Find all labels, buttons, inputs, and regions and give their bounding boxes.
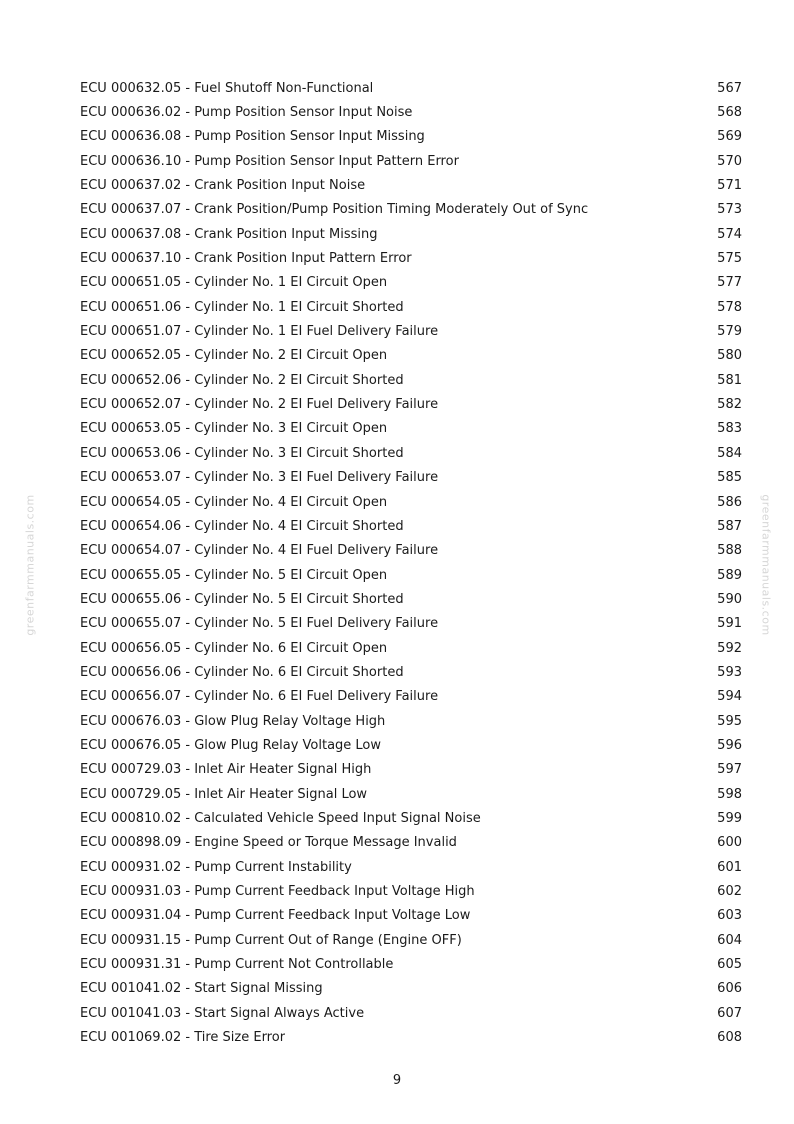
toc-entry-page: 597 (717, 762, 742, 778)
toc-entry-page: 607 (717, 1005, 742, 1021)
toc-entry[interactable] (80, 271, 742, 295)
toc-entry-page: 608 (717, 1030, 742, 1046)
toc-entry-page: 569 (717, 129, 742, 145)
toc-entry-page: 581 (717, 372, 742, 388)
toc-entry-title: ECU 000654.05 - Cylinder No. 4 EI Circuit Open (80, 494, 388, 510)
toc-entry-page: 571 (717, 178, 742, 194)
toc-entry-page: 573 (717, 202, 742, 218)
toc-entry[interactable] (80, 246, 742, 270)
toc-entry-title: ECU 000651.05 - Cylinder No. 1 EI Circuit Open (80, 275, 388, 291)
toc-entry-title: ECU 000632.05 - Fuel Shutoff Non-Functional (80, 80, 374, 96)
toc-entry[interactable] (80, 173, 742, 197)
toc-entry-title: ECU 000676.05 - Glow Plug Relay Voltage Low (80, 737, 382, 753)
toc-entry-page: 603 (717, 908, 742, 924)
toc-entry[interactable] (80, 806, 742, 830)
toc-entry-title: ECU 000652.05 - Cylinder No. 2 EI Circuit Open (80, 348, 388, 364)
toc-entry-title: ECU 000636.02 - Pump Position Sensor Input Noise (80, 105, 413, 121)
toc-entry[interactable] (80, 636, 742, 660)
toc-entry[interactable] (80, 344, 742, 368)
toc-entry-page: 586 (717, 494, 742, 510)
toc-entry[interactable] (80, 977, 742, 1001)
toc-entry-title: ECU 000637.08 - Crank Position Input Missing (80, 226, 378, 242)
toc-entry-page: 579 (717, 324, 742, 340)
toc-entry-title: ECU 000729.05 - Inlet Air Heater Signal Low (80, 786, 368, 802)
toc-entry[interactable] (80, 539, 742, 563)
toc-entry-title: ECU 000637.02 - Crank Position Input Noise (80, 178, 366, 194)
toc-entry-title: ECU 000654.06 - Cylinder No. 4 EI Circuit Shorted (80, 518, 404, 534)
toc-entry-page: 595 (717, 713, 742, 729)
toc-entry-title: ECU 000651.07 - Cylinder No. 1 EI Fuel Delivery Failure (80, 324, 439, 340)
toc-entry-page: 604 (717, 932, 742, 948)
toc-entry[interactable] (80, 563, 742, 587)
toc-entry[interactable] (80, 831, 742, 855)
toc-entry-page: 599 (717, 810, 742, 826)
toc-entry-title: ECU 000898.09 - Engine Speed or Torque Message Invalid (80, 835, 457, 851)
toc-entry[interactable] (80, 149, 742, 173)
toc-entry[interactable] (80, 587, 742, 611)
toc-entry[interactable] (80, 319, 742, 343)
toc-entry[interactable] (80, 295, 742, 319)
toc-entry-title: ECU 000653.05 - Cylinder No. 3 EI Circuit Open (80, 421, 388, 437)
toc-entry-page: 568 (717, 105, 742, 121)
toc-entry-page: 580 (717, 348, 742, 364)
toc-entry[interactable] (80, 368, 742, 392)
toc-entry-title: ECU 000676.03 - Glow Plug Relay Voltage High (80, 713, 386, 729)
toc-entry-page: 589 (717, 567, 742, 583)
toc-entry-page: 575 (717, 251, 742, 267)
toc-entry-page: 583 (717, 421, 742, 437)
toc-entry[interactable] (80, 466, 742, 490)
toc-entry[interactable] (80, 1025, 742, 1049)
toc-entry[interactable] (80, 782, 742, 806)
toc-entry-title: ECU 000637.10 - Crank Position Input Pattern Error (80, 251, 412, 267)
toc-entry[interactable] (80, 1001, 742, 1025)
toc-entry[interactable] (80, 904, 742, 928)
toc-entry[interactable] (80, 100, 742, 124)
toc-entry-page: 592 (717, 640, 742, 656)
toc-entry-page: 601 (717, 859, 742, 875)
toc-entry[interactable] (80, 660, 742, 684)
toc-entry-page: 593 (717, 664, 742, 680)
toc-entry-title: ECU 000931.03 - Pump Current Feedback Input Voltage High (80, 884, 475, 900)
toc-entry-title: ECU 000653.07 - Cylinder No. 3 EI Fuel Delivery Failure (80, 470, 439, 486)
toc-entry-page: 591 (717, 616, 742, 632)
toc-entry-title: ECU 000637.07 - Crank Position/Pump Position Timing Moderately Out of Sync (80, 202, 589, 218)
toc-entry-title: ECU 000931.02 - Pump Current Instability (80, 859, 352, 875)
toc-entry[interactable] (80, 125, 742, 149)
toc-entry[interactable] (80, 928, 742, 952)
toc-entry-page: 605 (717, 957, 742, 973)
toc-entry-title: ECU 000931.31 - Pump Current Not Controllable (80, 957, 394, 973)
toc-entry-page: 577 (717, 275, 742, 291)
toc-entry-title: ECU 001041.03 - Start Signal Always Active (80, 1005, 365, 1021)
toc-entry[interactable] (80, 417, 742, 441)
toc-entry-title: ECU 001041.02 - Start Signal Missing (80, 981, 323, 997)
toc-entry[interactable] (80, 952, 742, 976)
toc-entry[interactable] (80, 392, 742, 416)
toc-entry-page: 567 (717, 80, 742, 96)
toc-entry-title: ECU 000652.07 - Cylinder No. 2 EI Fuel Delivery Failure (80, 397, 439, 413)
toc-entry[interactable] (80, 855, 742, 879)
side-watermark-right: greenfarmmanuals.com (759, 494, 773, 636)
toc-entry[interactable] (80, 490, 742, 514)
toc-entry-title: ECU 000656.05 - Cylinder No. 6 EI Circuit Open (80, 640, 388, 656)
toc-entry-title: ECU 000656.07 - Cylinder No. 6 EI Fuel Delivery Failure (80, 689, 439, 705)
toc-entry-title: ECU 000655.06 - Cylinder No. 5 EI Circuit Shorted (80, 591, 404, 607)
toc-entry-page: 600 (717, 835, 742, 851)
toc-entry[interactable] (80, 441, 742, 465)
toc-entry[interactable] (80, 758, 742, 782)
toc-entry-page: 596 (717, 737, 742, 753)
table-of-contents (80, 76, 742, 1050)
toc-entry-page: 606 (717, 981, 742, 997)
toc-entry-page: 570 (717, 153, 742, 169)
toc-entry-page: 598 (717, 786, 742, 802)
toc-entry-title: ECU 000654.07 - Cylinder No. 4 EI Fuel Delivery Failure (80, 543, 439, 559)
page-number: 9 (392, 1073, 402, 1088)
toc-entry-page: 578 (717, 299, 742, 315)
toc-entry-title: ECU 000651.06 - Cylinder No. 1 EI Circuit Shorted (80, 299, 404, 315)
toc-entry-page: 602 (717, 884, 742, 900)
toc-entry[interactable] (80, 709, 742, 733)
toc-entry[interactable] (80, 514, 742, 538)
toc-entry[interactable] (80, 198, 742, 222)
toc-entry[interactable] (80, 879, 742, 903)
toc-entry[interactable] (80, 733, 742, 757)
toc-entry-title: ECU 000636.10 - Pump Position Sensor Input Pattern Error (80, 153, 459, 169)
toc-entry-title: ECU 000729.03 - Inlet Air Heater Signal High (80, 762, 372, 778)
toc-entry-page: 585 (717, 470, 742, 486)
toc-entry-title: ECU 000652.06 - Cylinder No. 2 EI Circuit Shorted (80, 372, 404, 388)
toc-entry-page: 574 (717, 226, 742, 242)
toc-entry-title: ECU 000655.05 - Cylinder No. 5 EI Circuit Open (80, 567, 388, 583)
toc-entry-page: 588 (717, 543, 742, 559)
toc-entry-page: 590 (717, 591, 742, 607)
side-watermark-left: greenfarmmanuals.com (23, 494, 37, 636)
toc-entry[interactable] (80, 76, 742, 100)
toc-entry-page: 594 (717, 689, 742, 705)
toc-entry[interactable] (80, 612, 742, 636)
toc-entry-title: ECU 000653.06 - Cylinder No. 3 EI Circuit Shorted (80, 445, 404, 461)
toc-entry-title: ECU 000655.07 - Cylinder No. 5 EI Fuel Delivery Failure (80, 616, 439, 632)
toc-entry-title: ECU 000931.04 - Pump Current Feedback Input Voltage Low (80, 908, 471, 924)
toc-entry-title: ECU 000656.06 - Cylinder No. 6 EI Circuit Shorted (80, 664, 404, 680)
toc-entry-title: ECU 000636.08 - Pump Position Sensor Input Missing (80, 129, 425, 145)
toc-entry-title: ECU 000931.15 - Pump Current Out of Range (Engine OFF) (80, 932, 462, 948)
toc-entry-title: ECU 000810.02 - Calculated Vehicle Speed Input Signal Noise (80, 810, 481, 826)
toc-entry-page: 587 (717, 518, 742, 534)
toc-entry-page: 584 (717, 445, 742, 461)
toc-entry[interactable] (80, 222, 742, 246)
toc-entry-title: ECU 001069.02 - Tire Size Error (80, 1030, 286, 1046)
toc-entry[interactable] (80, 685, 742, 709)
toc-entry-page: 582 (717, 397, 742, 413)
